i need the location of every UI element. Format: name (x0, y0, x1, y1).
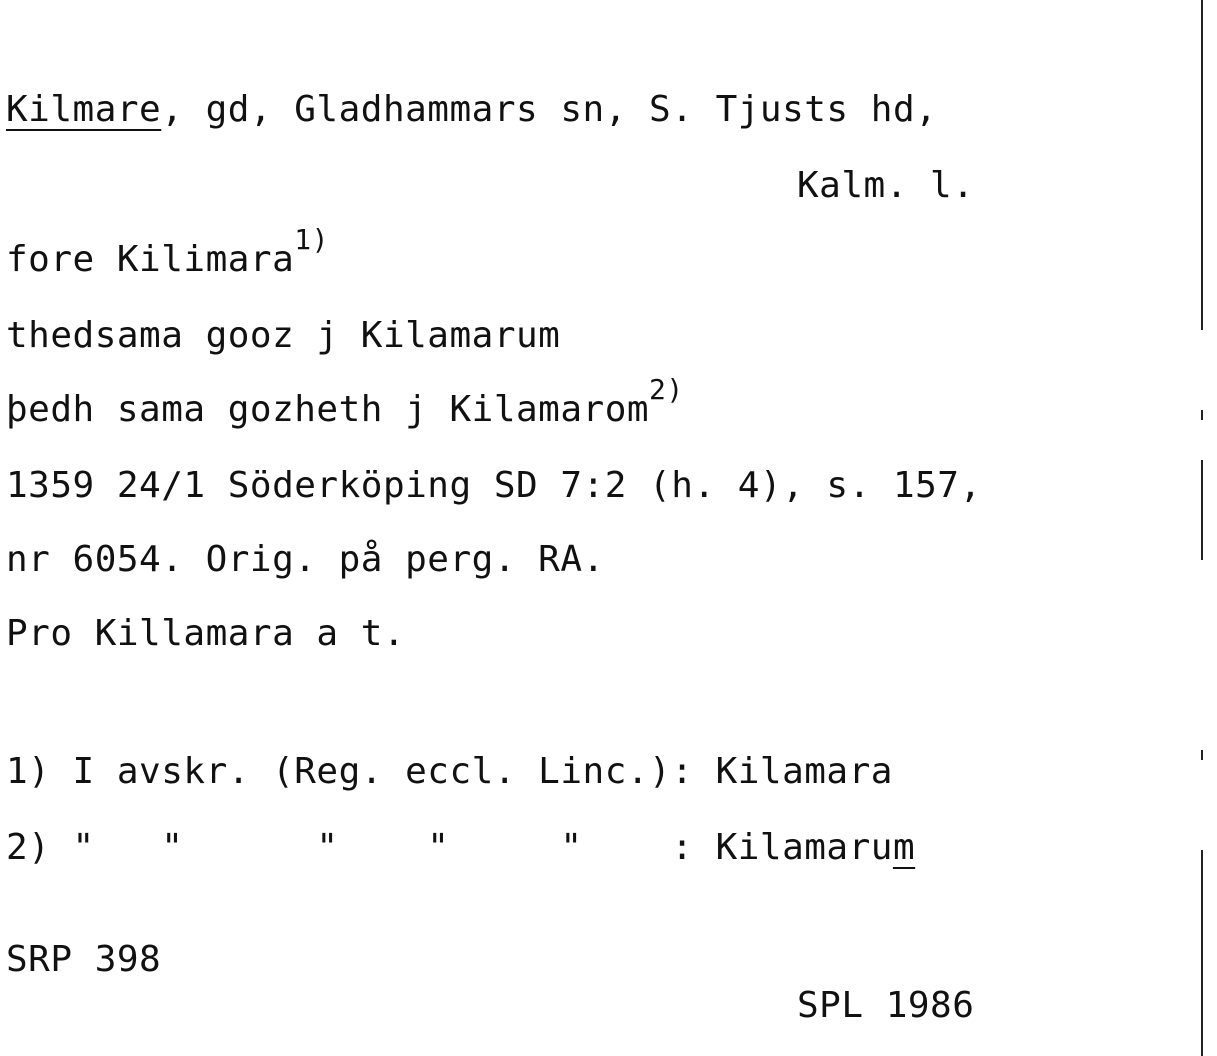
card-right-edge (1201, 0, 1203, 1056)
edge-gap (1199, 560, 1205, 750)
form-text: þedh sama gozheth j Kilamarom (6, 389, 650, 430)
edge-gap (1199, 420, 1205, 460)
heading-line (6, 90, 937, 130)
source-line-2: nr 6054. Orig. på perg. RA. (6, 539, 605, 580)
source-line-1: 1359 24/1 Söderköping SD 7:2 (h. 4), s. 157, (6, 465, 982, 506)
heading-location: , gd, Gladhammars sn, S. Tjusts hd, (161, 89, 938, 130)
footnote-form: Kilamara (715, 751, 893, 792)
footnote-marker: 2) (649, 373, 684, 406)
footnote-form-underlined: m (892, 827, 916, 868)
footnote-marker: 1) (294, 223, 329, 256)
footnote-1 (6, 752, 893, 792)
edge-gap (1199, 330, 1205, 410)
form-line-3 (6, 373, 684, 432)
signature-line: SPL 1986 (797, 985, 975, 1026)
headword: Kilmare (6, 89, 162, 130)
footnote-form: Kilamaru (715, 827, 893, 868)
reference-line: SRP 398 (6, 939, 162, 980)
form-line-2 (6, 316, 560, 356)
county-line: Kalm. l. (797, 165, 975, 206)
footnote-2 (6, 828, 915, 868)
edge-gap (1199, 760, 1205, 850)
form-text: fore Kilimara (6, 239, 295, 280)
form-text: thedsama gooz j Kilamarum (6, 315, 561, 356)
footnote-label: 2) " " " " " : (6, 827, 716, 868)
form-line-1 (6, 223, 329, 282)
source-line-3: Pro Killamara a t. (6, 613, 406, 654)
footnote-label: 1) I avskr. (Reg. eccl. Linc.): (6, 751, 716, 792)
